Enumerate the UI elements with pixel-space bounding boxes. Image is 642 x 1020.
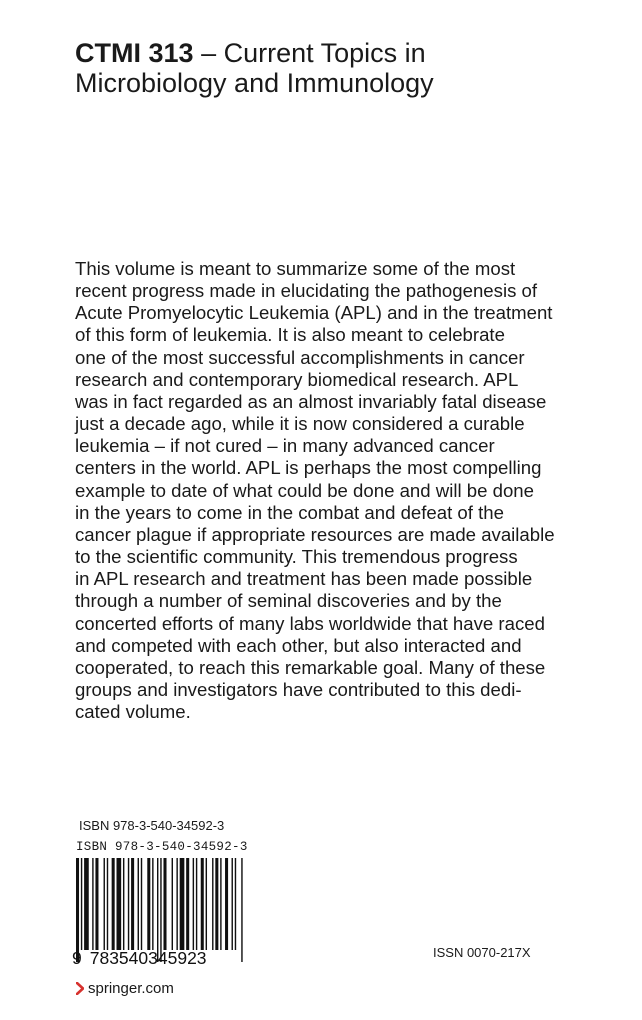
- publisher-site: springer.com: [88, 980, 174, 997]
- back-cover-blurb: [75, 258, 630, 723]
- barcode-bar: [107, 858, 108, 950]
- barcode-bar: [193, 858, 194, 950]
- isbn-barcode: [76, 858, 244, 962]
- issn-number: ISSN 0070-217X: [433, 945, 531, 960]
- blurb-line: cooperated, to reach this remarkable goal. Many of these: [75, 656, 546, 678]
- blurb-line: to the scientific community. This tremendous progress: [75, 546, 518, 568]
- barcode-bar: [84, 858, 89, 950]
- blurb-line: cated volume.: [75, 701, 191, 723]
- barcode-bar: [131, 858, 134, 950]
- barcode-bar: [241, 858, 242, 962]
- barcode-bar: [163, 858, 166, 950]
- barcode-bar: [123, 858, 124, 950]
- barcode-bar: [152, 858, 153, 950]
- barcode-digits: [72, 948, 244, 969]
- blurb-line: through a number of seminal discoveries and by the: [75, 590, 502, 612]
- barcode-bar: [215, 858, 218, 950]
- barcode-bar: [112, 858, 115, 950]
- barcode-bar: [212, 858, 213, 950]
- blurb-line: cancer plague if appropriate resources are made available: [75, 523, 555, 545]
- publisher-link[interactable]: [76, 980, 174, 997]
- barcode-bar: [160, 858, 161, 962]
- barcode-bar: [220, 858, 221, 950]
- barcode-bar: [235, 858, 236, 950]
- barcode-bar: [76, 858, 79, 962]
- barcode-bar: [92, 858, 93, 950]
- blurb-line: in APL research and treatment has been made possible: [75, 568, 533, 590]
- barcode-bar: [206, 858, 207, 950]
- barcode-digit-lead: 9: [72, 948, 82, 968]
- blurb-line: Acute Promyelocytic Leukemia (APL) and in the treatment: [75, 302, 553, 324]
- barcode-bar: [95, 858, 98, 950]
- blurb-line: in the years to come in the combat and defeat of the: [75, 501, 504, 523]
- blurb-line: leukemia – if not cured – in many advanced cancer: [75, 435, 495, 457]
- blurb-line: groups and investigators have contributed to this dedi-: [75, 678, 522, 700]
- blurb-line: of this form of leukemia. It is also meant to celebrate: [75, 324, 505, 346]
- barcode-bar: [176, 858, 177, 950]
- barcode-bar: [172, 858, 173, 950]
- barcode-bar: [232, 858, 233, 950]
- barcode-bar: [201, 858, 204, 950]
- blurb-line: one of the most successful accomplishments in cancer: [75, 346, 525, 368]
- isbn-label: ISBN 978-3-540-34592-3: [79, 818, 225, 833]
- series-code: CTMI 313: [75, 38, 194, 68]
- isbn-ocr-text: ISBN 978-3-540-34592-3: [76, 840, 248, 854]
- barcode-bar: [104, 858, 105, 950]
- chevron-right-icon: [76, 982, 84, 995]
- barcode-bar: [81, 858, 82, 950]
- barcode-bar: [117, 858, 122, 950]
- blurb-line: research and contemporary biomedical research. APL: [75, 368, 519, 390]
- blurb-line: concerted efforts of many labs worldwide that have raced: [75, 612, 545, 634]
- blurb-line: recent progress made in elucidating the pathogenesis of: [75, 280, 538, 302]
- barcode-bar: [196, 858, 197, 950]
- book-title: [75, 38, 615, 98]
- blurb-line: and competed with each other, but also interacted and: [75, 634, 522, 656]
- blurb-line: example to date of what could be done and will be done: [75, 479, 534, 501]
- barcode-bar: [180, 858, 185, 950]
- barcode-digits-right: 345923: [148, 948, 207, 968]
- barcode-bar: [147, 858, 150, 950]
- blurb-line: centers in the world. APL is perhaps the most compelling: [75, 457, 542, 479]
- barcode-digits-left: 783540: [89, 948, 149, 968]
- barcode-bar: [141, 858, 142, 950]
- blurb-line: was in fact regarded as an almost invariably fatal disease: [75, 390, 547, 412]
- barcode-bar: [128, 858, 129, 950]
- barcode-bar: [186, 858, 189, 950]
- series-title-second: Microbiology and Immunology: [75, 68, 434, 98]
- barcode-bar: [138, 858, 139, 950]
- blurb-line: just a decade ago, while it is now considered a curable: [75, 413, 525, 435]
- series-title-first: – Current Topics in: [201, 38, 426, 68]
- barcode-bar: [225, 858, 228, 950]
- blurb-line: This volume is meant to summarize some of the most: [75, 258, 516, 279]
- barcode-bar: [157, 858, 158, 962]
